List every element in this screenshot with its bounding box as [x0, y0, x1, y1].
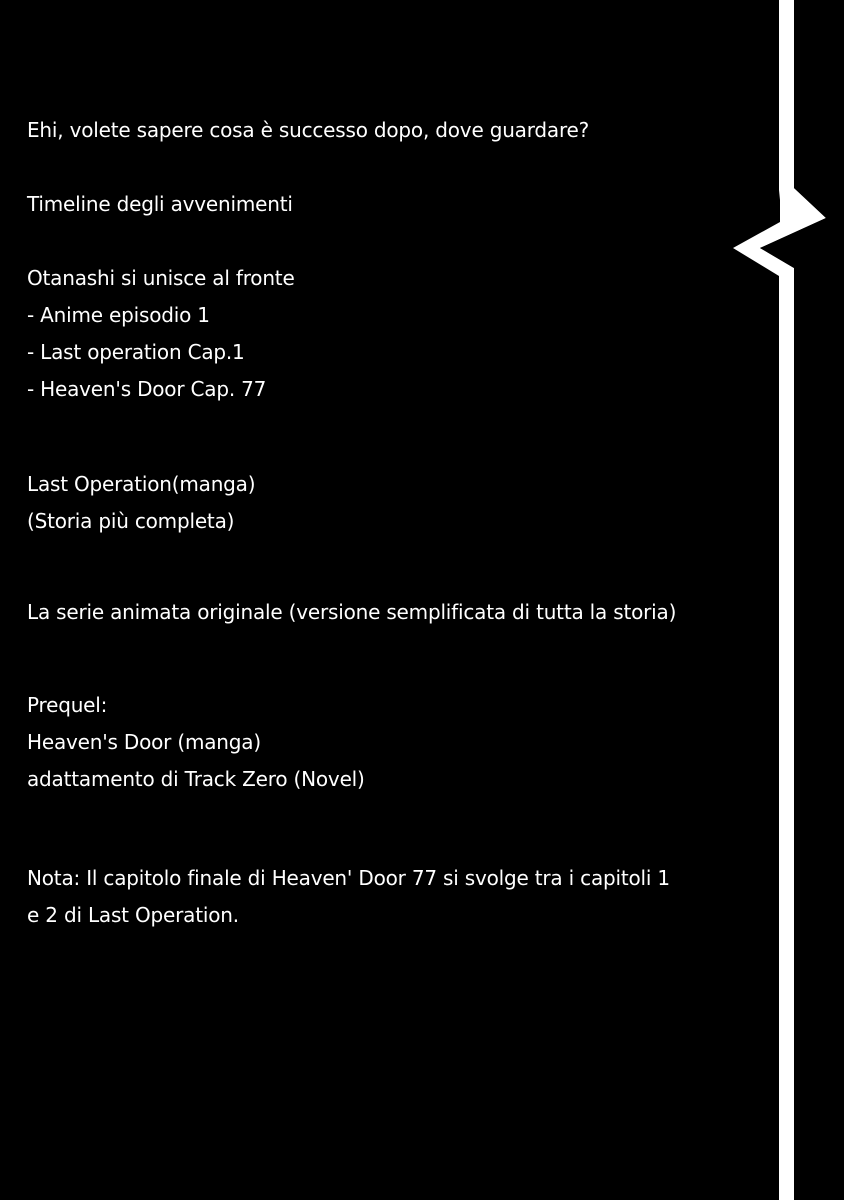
- text-column: [27, 112, 727, 934]
- last-operation-title: Last Operation(manga): [27, 472, 256, 496]
- prequel-novel: adattamento di Track Zero (Novel): [27, 767, 365, 791]
- intro-question: Ehi, volete sapere cosa è successo dopo, dove guardare?: [27, 118, 590, 142]
- timeline-event-title: Otanashi si unisce al fronte: [27, 266, 295, 290]
- prequel-label: Prequel:: [27, 693, 108, 717]
- panel-divider-inner: [760, 0, 844, 1200]
- prequel-manga: Heaven's Door (manga): [27, 730, 261, 754]
- timeline-item: - Anime episodio 1: [27, 303, 210, 327]
- timeline-item: - Heaven's Door Cap. 77: [27, 377, 267, 401]
- timeline-heading: Timeline degli avvenimenti: [27, 192, 293, 216]
- panel-divider-shape: [733, 0, 826, 1200]
- timeline-item: - Last operation Cap.1: [27, 340, 245, 364]
- note-line-2: e 2 di Last Operation.: [27, 903, 239, 927]
- last-operation-subtitle: (Storia più completa): [27, 509, 235, 533]
- anime-series-description: La serie animata originale (versione semplificata di tutta la storia): [27, 600, 677, 624]
- note-line-1: Nota: Il capitolo finale di Heaven' Door 77 si svolge tra i capitoli 1: [27, 866, 670, 890]
